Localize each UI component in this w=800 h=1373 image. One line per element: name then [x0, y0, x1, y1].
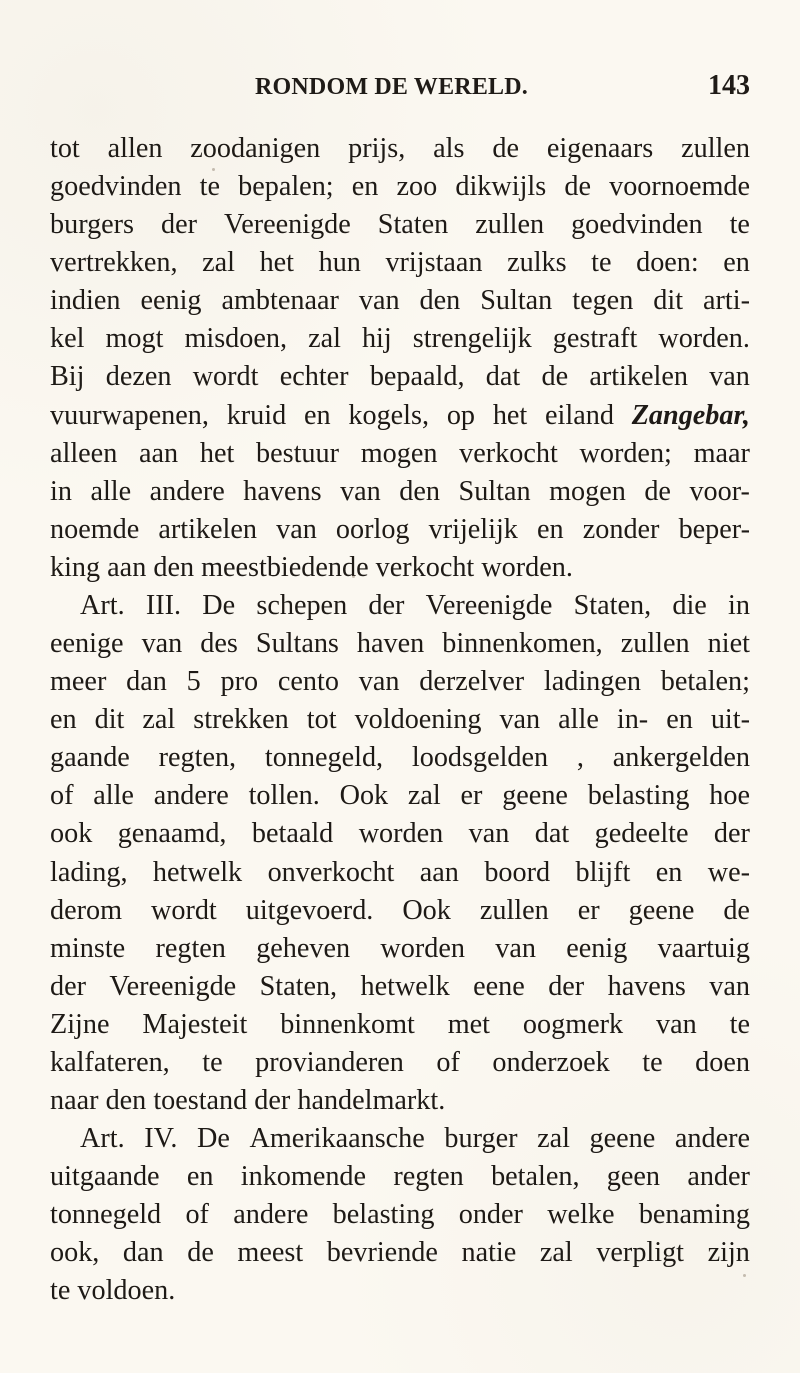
text-word: bepaald,	[369, 361, 465, 393]
text-word: regten	[155, 932, 226, 964]
text-word: in	[728, 589, 750, 621]
text-word: aan	[139, 437, 179, 469]
text-word: zullen	[620, 628, 690, 660]
text-line	[50, 587, 750, 625]
text-word: IV.	[144, 1123, 178, 1155]
text-line	[50, 739, 750, 777]
text-word: hij	[361, 323, 392, 355]
text-word: tonnegeld	[50, 1199, 162, 1231]
text-word: betalen;	[660, 666, 750, 698]
page-number: 143	[708, 70, 750, 101]
text-word: Art.	[80, 1123, 125, 1155]
text-word: eiland	[545, 399, 614, 431]
text-word: in	[50, 475, 72, 507]
text-word: aan	[419, 856, 459, 888]
text-word: gestraft	[552, 323, 638, 355]
text-line	[50, 930, 750, 968]
text-line	[50, 1272, 750, 1310]
text-word: de	[644, 475, 671, 507]
text-word: ook	[50, 818, 93, 850]
text-word: Ook	[339, 780, 389, 812]
text-word: ander	[687, 1161, 750, 1193]
text-word: artikelen	[589, 361, 688, 393]
text-word: meestbiedende	[201, 551, 369, 583]
text-line	[50, 511, 750, 549]
text-word: onverkocht	[267, 856, 395, 888]
text-line	[50, 1158, 750, 1196]
text-word: het	[259, 247, 295, 279]
text-word: indien	[50, 285, 121, 317]
text-word: te	[642, 1046, 663, 1078]
text-word: worden.	[481, 551, 573, 583]
text-word: zal	[539, 1237, 573, 1269]
text-word: verkocht	[375, 551, 475, 583]
text-word: Sultans	[255, 628, 339, 660]
text-word: geen	[606, 1161, 661, 1193]
text-line	[50, 625, 750, 663]
text-word: te	[50, 1275, 71, 1307]
text-word: prijs,	[348, 133, 406, 164]
text-word: Bij	[50, 361, 85, 393]
text-word: zal	[308, 323, 341, 355]
text-word: het	[492, 399, 528, 431]
text-word: Vereenigde	[425, 589, 553, 621]
text-word: te	[202, 1046, 223, 1078]
text-word: toestand	[153, 1085, 248, 1116]
text-word: onder	[458, 1199, 523, 1231]
text-word: havens	[243, 475, 322, 507]
text-word: loodsgelden	[411, 742, 549, 774]
text-word: geene	[502, 780, 568, 812]
text-word: de	[187, 1237, 214, 1269]
text-word: van	[495, 932, 536, 964]
text-line	[50, 701, 750, 739]
text-word: burgers	[50, 209, 135, 241]
text-word: in-	[616, 704, 649, 736]
text-word: maar	[693, 437, 750, 469]
text-word: mogen	[549, 475, 626, 507]
text-word: inkomende	[240, 1161, 367, 1193]
text-word: Vereenigde	[109, 970, 237, 1002]
text-word: doen:	[636, 247, 699, 279]
text-word: 5	[186, 666, 201, 698]
text-word: ook,	[50, 1237, 100, 1269]
text-word: zonder	[582, 513, 660, 545]
text-word: arti-	[703, 285, 750, 317]
text-word: eene	[473, 970, 525, 1002]
text-word: mogen	[360, 437, 438, 469]
text-word: van	[141, 628, 183, 660]
text-word: cento	[277, 666, 339, 698]
text-word: en	[50, 704, 77, 736]
text-word: naar	[50, 1085, 99, 1116]
text-line	[50, 777, 750, 815]
text-word: te	[591, 247, 612, 279]
text-word: zoodanigen	[190, 133, 321, 164]
text-line	[50, 130, 750, 168]
text-word: andere	[233, 1199, 309, 1231]
text-word: de	[492, 133, 519, 164]
text-word: der	[254, 1085, 291, 1116]
text-line	[50, 358, 750, 396]
text-word: worden;	[579, 437, 672, 469]
text-word: noemde	[50, 513, 140, 545]
text-line	[50, 168, 750, 206]
text-word: oorlog	[335, 513, 410, 545]
text-line	[50, 473, 750, 511]
text-word: hetwelk	[360, 970, 450, 1002]
text-word: kogels,	[348, 399, 430, 431]
text-word: dit	[94, 704, 125, 736]
text-word: Staten,	[259, 970, 338, 1002]
text-word: kruid	[226, 399, 287, 431]
text-word: verkocht	[459, 437, 558, 469]
text-word: betalen,	[491, 1161, 580, 1193]
text-word: artikelen	[158, 513, 257, 545]
text-word: binnenkomt	[280, 1008, 415, 1040]
text-word: Zangebar,	[631, 399, 750, 431]
text-word: Amerikaansche	[249, 1123, 425, 1155]
text-word: zal	[142, 704, 176, 736]
text-word: tot	[50, 133, 80, 164]
text-word: des	[200, 628, 238, 660]
text-line	[50, 282, 750, 320]
text-word: onderzoek	[492, 1046, 610, 1078]
text-word: natie	[461, 1237, 517, 1269]
text-line	[50, 1234, 750, 1272]
text-word: den	[399, 475, 440, 507]
text-line	[50, 968, 750, 1006]
text-word: op	[446, 399, 476, 431]
text-word: bevriende	[326, 1237, 438, 1269]
text-word: en	[351, 171, 379, 203]
text-word: van	[340, 475, 381, 507]
text-word: beper-	[678, 513, 750, 545]
text-word: en	[303, 399, 331, 431]
text-line	[50, 206, 750, 244]
text-word: zijn	[707, 1237, 750, 1269]
running-head: RONDOM DE WERELD.	[255, 74, 528, 100]
text-word: de	[564, 171, 591, 203]
text-word: van	[276, 513, 317, 545]
text-word: hetwelk	[152, 856, 243, 888]
text-word: dezen	[105, 361, 172, 393]
text-word: regten	[393, 1161, 464, 1193]
text-word: kel	[50, 323, 85, 355]
text-word: vertrekken,	[50, 247, 178, 279]
text-word: geene	[589, 1123, 656, 1155]
text-word: kalfateren,	[50, 1046, 170, 1078]
text-word: voldoening	[354, 704, 482, 736]
text-word: zoo	[396, 171, 438, 203]
text-word: den	[419, 285, 461, 317]
text-word: Staten	[377, 209, 449, 241]
text-word: vrijstaan	[385, 247, 483, 279]
text-word: haven	[356, 628, 425, 660]
text-word: van	[499, 704, 541, 736]
text-word: van	[709, 361, 750, 393]
text-word: vuurwapenen,	[50, 399, 209, 431]
text-word: er	[460, 780, 483, 812]
text-line	[50, 435, 750, 473]
text-word: binnenkomen,	[442, 628, 603, 660]
text-line	[50, 854, 750, 892]
text-word: dan	[122, 1237, 164, 1269]
text-word: hoe	[709, 780, 750, 812]
text-word: dikwijls	[455, 171, 547, 203]
text-word: en	[537, 513, 564, 545]
text-word: doen	[695, 1046, 750, 1078]
text-line	[50, 892, 750, 930]
text-word: oogmerk	[522, 1008, 624, 1040]
text-word: van	[358, 285, 400, 317]
text-word: mogt	[105, 323, 164, 355]
text-word: zullen	[479, 894, 549, 926]
text-word: provianderen	[255, 1046, 404, 1078]
text-line	[50, 663, 750, 701]
text-word: niet	[707, 628, 750, 660]
text-word: ,	[576, 742, 584, 774]
text-word: Zijne	[50, 1008, 110, 1040]
text-word: vrijelijk	[428, 513, 518, 545]
text-word: welke	[547, 1199, 615, 1231]
text-word: wordt	[151, 894, 217, 926]
text-word: ankergelden	[612, 742, 750, 774]
text-word: er	[577, 894, 600, 926]
text-word: derom	[50, 894, 123, 926]
text-word: lading,	[50, 856, 128, 888]
text-word: der	[713, 818, 750, 850]
text-word: van	[358, 666, 400, 698]
text-word: meest	[237, 1237, 304, 1269]
text-word: goedvinden	[50, 171, 182, 203]
text-word: De	[202, 589, 236, 621]
text-word: king	[50, 551, 101, 583]
text-line	[50, 1044, 750, 1082]
text-word: die	[672, 589, 707, 621]
text-line	[50, 1196, 750, 1234]
text-word: Art.	[80, 589, 125, 621]
text-word: te	[729, 1008, 750, 1040]
text-word: en	[186, 1161, 214, 1193]
text-word: voldoen.	[77, 1275, 176, 1307]
text-word: III.	[145, 589, 182, 621]
text-word: strekken	[193, 704, 289, 736]
text-word: blijft	[575, 856, 631, 888]
text-word: te	[729, 209, 750, 241]
text-word: Ook	[402, 894, 451, 926]
text-word: aan	[107, 551, 147, 583]
text-word: eenig	[566, 932, 628, 964]
text-word: schepen	[256, 589, 348, 621]
text-word: te	[199, 171, 220, 203]
text-line	[50, 815, 750, 853]
text-word: alle	[558, 704, 599, 736]
text-word: misdoen,	[184, 323, 288, 355]
text-word: pro	[220, 666, 259, 698]
text-word: echter	[279, 361, 349, 393]
text-word: we-	[707, 856, 750, 888]
text-word: strengelijk	[412, 323, 532, 355]
text-word: alleen	[50, 437, 118, 469]
text-line	[50, 1006, 750, 1044]
text-word: benaming	[638, 1199, 750, 1231]
text-word: uitgaande	[50, 1161, 160, 1193]
paper-speck	[743, 1274, 746, 1277]
text-word: zullen	[681, 133, 750, 164]
text-word: der	[50, 970, 86, 1002]
text-word: voor-	[689, 475, 750, 507]
text-word: andere	[149, 475, 225, 507]
text-word: tonnegeld,	[264, 742, 384, 774]
text-word: den	[153, 551, 195, 583]
text-word: alle	[93, 780, 134, 812]
text-word: Sultan	[480, 285, 553, 317]
text-word: bepalen;	[238, 171, 334, 203]
text-word: tot	[306, 704, 337, 736]
text-word: en	[666, 704, 693, 736]
text-word: worden	[358, 818, 444, 850]
text-word: belasting	[332, 1199, 435, 1231]
text-word: belasting	[587, 780, 690, 812]
text-word: gaande	[50, 742, 130, 774]
paper-speck	[212, 168, 215, 171]
text-word: der	[161, 209, 198, 241]
text-word: of	[185, 1199, 209, 1231]
text-word: regten,	[158, 742, 237, 774]
text-word: geheven	[256, 932, 351, 964]
text-word: van	[468, 818, 510, 850]
text-word: dat	[485, 361, 521, 393]
text-word: Majesteit	[142, 1008, 248, 1040]
text-word: bestuur	[256, 437, 339, 469]
text-word: dat	[534, 818, 570, 850]
text-word: eigenaars	[546, 133, 654, 164]
text-word: Staten,	[573, 589, 652, 621]
text-word: wordt	[192, 361, 259, 393]
text-line	[50, 244, 750, 282]
text-word: betaald	[251, 818, 334, 850]
text-word: Sultan	[458, 475, 531, 507]
text-word: ladingen	[543, 666, 641, 698]
text-word: als	[433, 133, 465, 164]
text-word: burger	[444, 1123, 518, 1155]
text-word: minste	[50, 932, 126, 964]
text-word: en	[655, 856, 683, 888]
text-word: het	[199, 437, 235, 469]
text-word: allen	[107, 133, 163, 164]
text-word: boord	[484, 856, 551, 888]
text-word: der	[368, 589, 405, 621]
text-word: van	[709, 970, 750, 1002]
text-word: zulks	[507, 247, 567, 279]
text-word: eenige	[50, 628, 124, 660]
text-word: den	[105, 1085, 147, 1116]
text-word: gedeelte	[594, 818, 689, 850]
text-line	[50, 320, 750, 358]
text-line	[50, 549, 750, 587]
text-word: havens	[607, 970, 686, 1002]
text-word: verpligt	[596, 1237, 685, 1269]
text-word: andere	[153, 780, 229, 812]
text-word: Vereenigde	[224, 209, 351, 241]
text-word: alle	[90, 475, 132, 507]
paper-speck	[352, 575, 355, 578]
text-word: andere	[674, 1123, 750, 1155]
text-word: hun	[318, 247, 361, 279]
text-word: tegen	[572, 285, 634, 317]
page-header	[50, 70, 750, 106]
text-word: dit	[653, 285, 684, 317]
text-word: worden.	[658, 323, 750, 355]
text-word: voornoemde	[609, 171, 750, 203]
text-word: goedvinden	[571, 209, 703, 241]
text-word: zal	[407, 780, 441, 812]
text-word: dan	[126, 666, 167, 698]
text-word: zal	[202, 247, 235, 279]
text-word: De	[197, 1123, 230, 1155]
text-word: van	[656, 1008, 697, 1040]
text-word: eenig	[140, 285, 202, 317]
text-word: met	[447, 1008, 491, 1040]
text-word: uitgevoerd.	[245, 894, 374, 926]
text-word: ambtenaar	[221, 285, 339, 317]
text-word: worden	[380, 932, 465, 964]
text-word: meer	[50, 666, 107, 698]
text-word: zullen	[475, 209, 545, 241]
text-word: zal	[537, 1123, 570, 1155]
text-word: de	[541, 361, 569, 393]
text-word: en	[723, 247, 750, 279]
text-word: der	[548, 970, 585, 1002]
text-word: geene	[628, 894, 695, 926]
text-word: uit-	[710, 704, 750, 736]
text-line	[50, 397, 750, 435]
text-word: tollen.	[248, 780, 320, 812]
text-word: of	[436, 1046, 460, 1078]
text-word: de	[723, 894, 750, 926]
text-word: genaamd,	[117, 818, 227, 850]
text-word: of	[50, 780, 74, 812]
text-line	[50, 1120, 750, 1158]
text-word: handelmarkt.	[297, 1085, 446, 1116]
text-line	[50, 1082, 750, 1120]
text-word: vaartuig	[657, 932, 750, 964]
text-word: derzelver	[419, 666, 525, 698]
